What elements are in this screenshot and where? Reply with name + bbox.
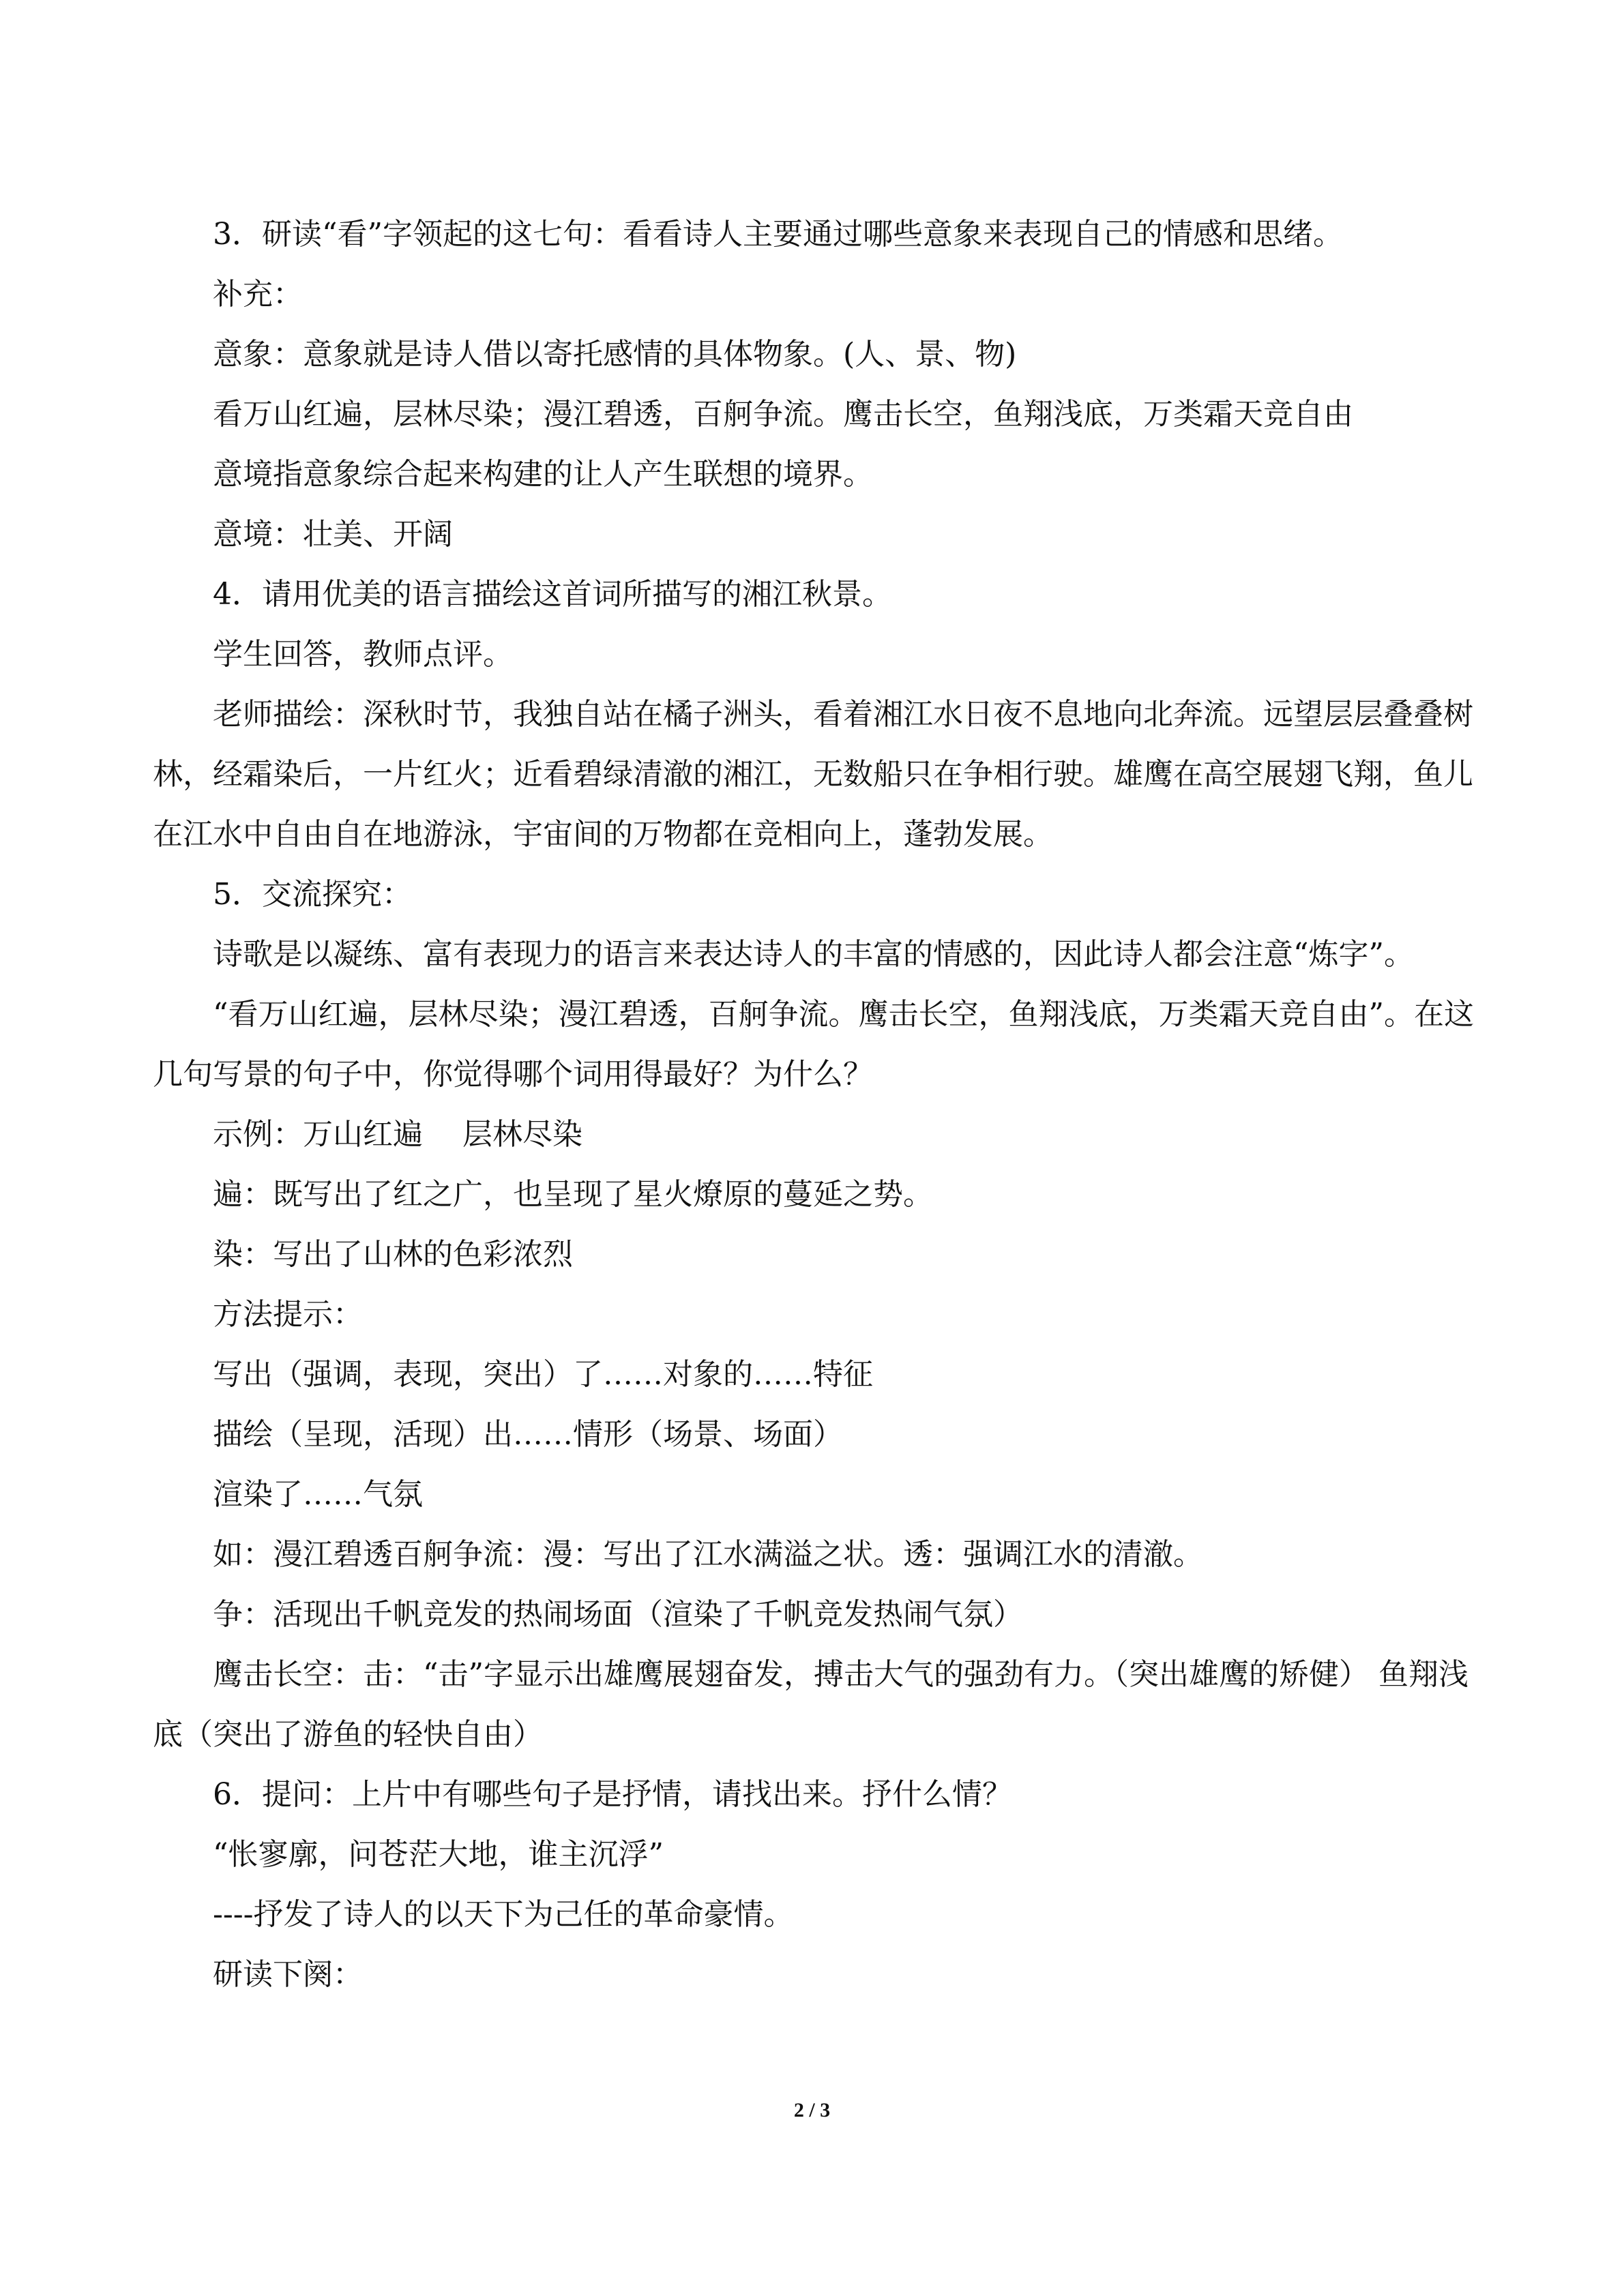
paragraph-quoted-lines: “看万山红遍，层林尽染；漫江碧透，百舸争流。鹰击长空，鱼翔浅底，万类霜天竞自由”。在这几句写景的句子中，你觉得哪个词用得最好？为什么？ bbox=[153, 997, 1474, 1092]
paragraph-imagery-definition: 意象：意象就是诗人借以寄托感情的具体物象。(人、景、物) bbox=[213, 337, 1017, 372]
paragraph-poem-lines: 看万山红遍，层林尽染；漫江碧透，百舸争流。鹰击长空，鱼翔浅底，万类霜天竞自由 bbox=[213, 397, 1353, 432]
paragraph-method-1: 写出（强调，表现，突出）了……对象的……特征 bbox=[213, 1357, 873, 1392]
page-number: 2 / 3 bbox=[793, 2099, 831, 2121]
paragraph-example: 示例：万山红遍 层林尽染 bbox=[213, 1117, 582, 1152]
paragraph-example-zheng: 争：活现出千帆竞发的热闹场面（渲染了千帆竞发热闹气氛） bbox=[213, 1597, 1023, 1632]
paragraph-supplement: 补充： bbox=[213, 277, 303, 312]
paragraph-example-ji: 鹰击长空：击：“击”字显示出雄鹰展翅奋发，搏击大气的强劲有力。（突出雄鹰的矫健） 鱼翔浅底（突出了游鱼的轻快自由） bbox=[153, 1657, 1468, 1752]
paragraph-lyric-explanation: ----抒发了诗人的以天下为己任的革命豪情。 bbox=[213, 1897, 794, 1932]
paragraph-word-refining: 诗歌是以凝练、富有表现力的语言来表达诗人的丰富的情感的，因此诗人都会注意“炼字”。 bbox=[213, 937, 1414, 972]
paragraph-next-stanza: 研读下阕： bbox=[213, 1957, 363, 1992]
paragraph-example-man-tou: 如：漫江碧透百舸争流：漫：写出了江水满溢之状。透：强调江水的清澈。 bbox=[213, 1537, 1203, 1572]
paragraph-method-3: 渲染了……气氛 bbox=[213, 1477, 423, 1512]
paragraph-mood: 意境：壮美、开阔 bbox=[213, 517, 453, 552]
paragraph-question-3: 3．研读“看”字领起的这七句：看看诗人主要通过哪些意象来表现自己的情感和思绪。 bbox=[213, 217, 1343, 252]
paragraph-question-4: 4．请用优美的语言描绘这首词所描写的湘江秋景。 bbox=[213, 577, 892, 612]
paragraph-teacher-description: 老师描绘：深秋时节，我独自站在橘子洲头，看着湘江水日夜不息地向北奔流。远望层层叠叠树林，经霜染后，一片红火；近看碧绿清澈的湘江，无数船只在争相行驶。雄鹰在高空展翅飞翔，鱼儿在江水中自由自在地游泳，宇宙间的万物都在竞相向上，蓬勃发展。 bbox=[153, 697, 1473, 852]
paragraph-question-5: 5．交流探究： bbox=[213, 877, 412, 912]
paragraph-student-answer: 学生回答，教师点评。 bbox=[213, 637, 513, 672]
document-body bbox=[153, 205, 1476, 2005]
paragraph-question-6: 6．提问：上片中有哪些句子是抒情，请找出来。抒什么情？ bbox=[213, 1777, 1012, 1812]
paragraph-mood-definition: 意境指意象综合起来构建的让人产生联想的境界。 bbox=[213, 457, 873, 492]
paragraph-method-tips: 方法提示： bbox=[213, 1297, 363, 1332]
paragraph-lyric-lines: “怅寥廓，问苍茫大地，谁主沉浮” bbox=[213, 1837, 664, 1872]
paragraph-method-2: 描绘（呈现，活现）出……情形（场景、场面） bbox=[213, 1417, 843, 1452]
paragraph-bian: 遍：既写出了红之广，也呈现了星火燎原的蔓延之势。 bbox=[213, 1177, 933, 1212]
paragraph-ran: 染：写出了山林的色彩浓烈 bbox=[213, 1237, 573, 1272]
